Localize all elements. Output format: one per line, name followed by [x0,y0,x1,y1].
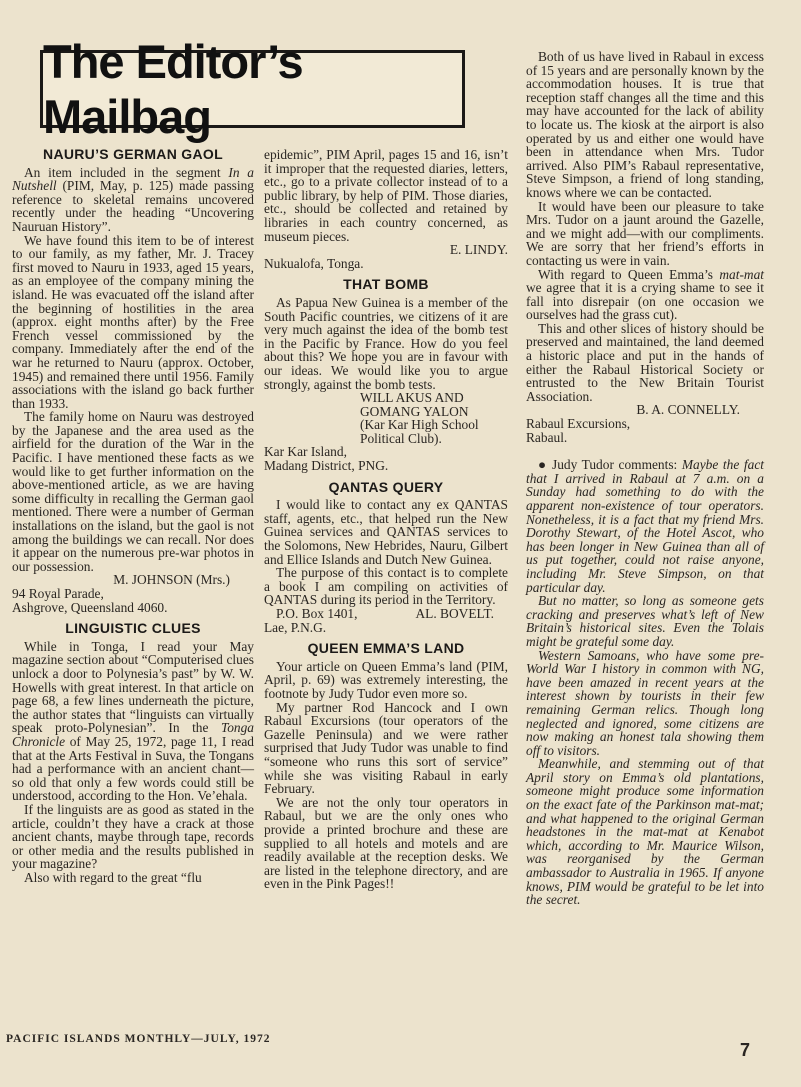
qantas-address: Lae, P.N.G. [264,619,327,635]
tudor-comment-3: Western Samoans, who have some pre-World War I history in common with NG, have been amazed in recent years at the interest shown by tourists in their few remaining German relics. Though long neglected and ignored, some citizens are now making an honest tala showing them off to visitors. [526,647,764,758]
bomb-signature-1: WILL AKUS AND [360,390,464,406]
connelly-paragraph-2: It would have been our pleasure to take Mrs. Tudor on a jaunt around the Gazelle, and we might add—with our compliments. We are sorry that her friend’s efforts in contacting us were in vain. [526,198,764,268]
heading-qantas-query: QANTAS QUERY [328,478,444,495]
nauru-address-2: Ashgrove, Queensland 4060. [12,599,168,615]
heading-linguistic-clues: LINGUISTIC CLUES [65,620,201,637]
masthead-box [40,35,465,143]
emma-paragraph-1: Your article on Queen Emma’s land (PIM, April, p. 69) was extremely interesting, the footnote by Judy Tudor even more so. [264,658,508,701]
bomb-address-2: Madang District, PNG. [264,458,389,474]
flu-address: Nukualofa, Tonga. [264,255,364,271]
emma-paragraph-3: We are not the only tour operators in Rabaul, but we are the only ones who provide a printed brochure and these are supplied to all hotels and motels and are readily available at the reception desks. We are listed in the telephone directory, and are even in the Pink Pages!! [264,794,508,892]
nauru-paragraph-1: An item included in the segment In a Nutshell (PIM, May, p. 125) made passing reference to skeletal remains uncovered recently under the heading “Uncovering Nauruan History”. [12,164,254,234]
clues-paragraph-1: While in Tonga, I read your May magazine section about “Computerised clues unlock a door to Polynesia’s past” by W. W. Howells with great interest. In that article on page 68, a few lines underneath the picture, the author states that “linguists can virtually speak proto-Polynesian”. In the Tonga Chronicle of May 25, 1972, page 11, I read that at the Arts Festival in Suva, the Tongans had a performance with an ancient chant—so old that only a few words could still be understood, according to the Hon. Ve’ehala. [12,638,254,804]
bomb-signature-4: Political Club). [360,430,442,446]
page-number: 7 [740,1040,751,1060]
nauru-paragraph-3: The family home on Nauru was destroyed by the Japanese and the area used as the airfield for the duration of the War in the Pacific. I have mentioned these facts as we would like to get further information on the above-mentioned article, as we are having some difficulty in recalling the German gaol mentioned. There were a number of German installations on the island, but the gaol is not among the buildings we can recall. Nor does it appear on the numerous pre-war photos in our possession. [12,409,254,574]
nauru-address-1: 94 Royal Parade, [12,586,104,601]
column-left [12,148,254,884]
connelly-paragraph-1: Both of us have lived in Rabaul in excess of 15 years and are personally known by the accommodation houses. It is true that reception staff changes all the time and this may have accounted for the lack of ability to locate us. The kiosk at the airport is also operated by us and either one would have been in attendance when Mrs. Tudor arrived. Also PIM’s Rabaul representative, Steve Simpson, a friend of long standing, knows where we can be contacted. [526,49,764,200]
qantas-paragraph-2: The purpose of this contact is to complete a book I am compiling on activities of QANTAS during its period in the Territory. [264,565,508,608]
tudor-comment-1: ● Judy Tudor comments: Maybe the fact that I arrived in Rabaul at 7 a.m. on a Sunday had something to do with the apparent non-existence of tour operators. Nonetheless, it is a fact that my friend Mrs. Dorothy Stewart, of the Hotel Ascot, who has been longer in New Guinea than all of us put together, could not raise anyone, including Mr. Steve Simpson, on that particular day. [526,457,764,595]
qantas-signature-line [264,607,508,621]
qantas-box: P.O. Box 1401, [276,606,358,621]
emma-paragraph-2: My partner Rod Hancock and I own Rabaul Excursions (tour operators of the Gazelle Peninsula) and we were rather surprised that Judy Tudor was unable to find “someone who runs this sort of service” while she was visiting Rabaul in early February. [264,699,508,797]
bullet-icon: ● [538,457,548,473]
qantas-paragraph-1: I would like to contact any ex QANTAS staff, agents, etc., that helped run the New Guinea services and QANTAS services to the Solomons, New Hebrides, Nauru, Gilbert and Ellice Islands and Dutch New Guinea. [264,497,508,567]
column-right [526,50,764,907]
tudor-comment-2: But no matter, so long as someone gets cracking and preserves what’s left of New Britain’s historical sites. Even the Tolais might be grateful some day. [526,593,764,649]
bomb-signature-3: (Kar Kar High School [360,417,479,433]
nauru-signature: M. JOHNSON (Mrs.) [113,572,230,588]
section-spacer [526,444,764,458]
footer-publication-line: PACIFIC ISLANDS MONTHLY—JULY, 1972 [6,1033,271,1045]
nauru-paragraph-2: We have found this item to be of interest to our family, as my father, Mr. J. Tracey first moved to Nauru in 1933, aged 15 years, as an employee of the company mining the island. He was evacuated off the island after the beginning of hostilities in the area (approx. eight months after) by the Free French vessel commissioned by the company. Immediately after the end of the war he returned to Nauru (approx. October, 1945) and remained there until 1956. Family associations with the island go back further than 1933. [12,232,254,411]
bomb-signature-2: GOMANG YALON [360,403,469,419]
connelly-signature: B. A. CONNELLY. [636,402,740,418]
clues-paragraph-3: Also with regard to the great “flu [24,869,202,885]
column-middle [264,148,508,891]
bomb-paragraph: As Papua New Guinea is a member of the South Pacific countries, we citizens of it are very much against the idea of the bomb test in the Pacific by France. How do you feel about this? We hope you are in favour with our ideas. We would like you to argue strongly, against the bomb tests. [264,294,508,392]
flu-signature: E. LINDY. [449,242,508,258]
heading-queen-emmas-land: QUEEN EMMA’S LAND [307,640,465,657]
clues-paragraph-2: If the linguists are as good as stated in the article, couldn’t they have a crack at those ancient chants, maybe through tape, records or other media and the results published in your magazine? [12,801,254,872]
heading-nauru: NAURU’S GERMAN GAOL [43,146,223,162]
connelly-address-2: Rabaul. [526,429,568,445]
heading-that-bomb: THAT BOMB [343,276,429,293]
bomb-address-1: Kar Kar Island, [264,444,347,460]
connelly-address-1: Rabaul Excursions, [526,416,631,432]
flu-paragraph: epidemic”, PIM April, pages 15 and 16, isn’t it improper that the requested diaries, letters, etc., go to a private collector instead of to a public library, by help of PIM. Those diaries, etc., should be collected and retained by libraries in each country concerned, as museum pieces. [264,147,508,244]
connelly-paragraph-4: This and other slices of history should be preserved and maintained, the land deemed a historic place and put in the hands of either the Rabaul Historical Society or entrusted to the New Britain Tourist Association. [526,320,764,404]
qantas-signature: AL. BOVELT. [415,606,494,621]
tudor-comment-4: Meanwhile, and stemming out of that April story on Emma’s old plantations, someone might produce some information on the exact fate of the Parkinson mat-mat; and what happened to the original German headstones in the mat-mat at Kenabot which, according to Mr. Maurice Wilson, was reorganised by the German ambassador to Australia in 1965. If anyone knows, PIM would be grateful to be let into the secret. [526,756,764,908]
page-title: The Editor’s Mailbag [43,35,303,143]
connelly-paragraph-3: With regard to Queen Emma’s mat-mat we agree that it is a crying shame to see it fall into disrepair (on one occasion we ourselves had the grass cut). [526,266,764,323]
